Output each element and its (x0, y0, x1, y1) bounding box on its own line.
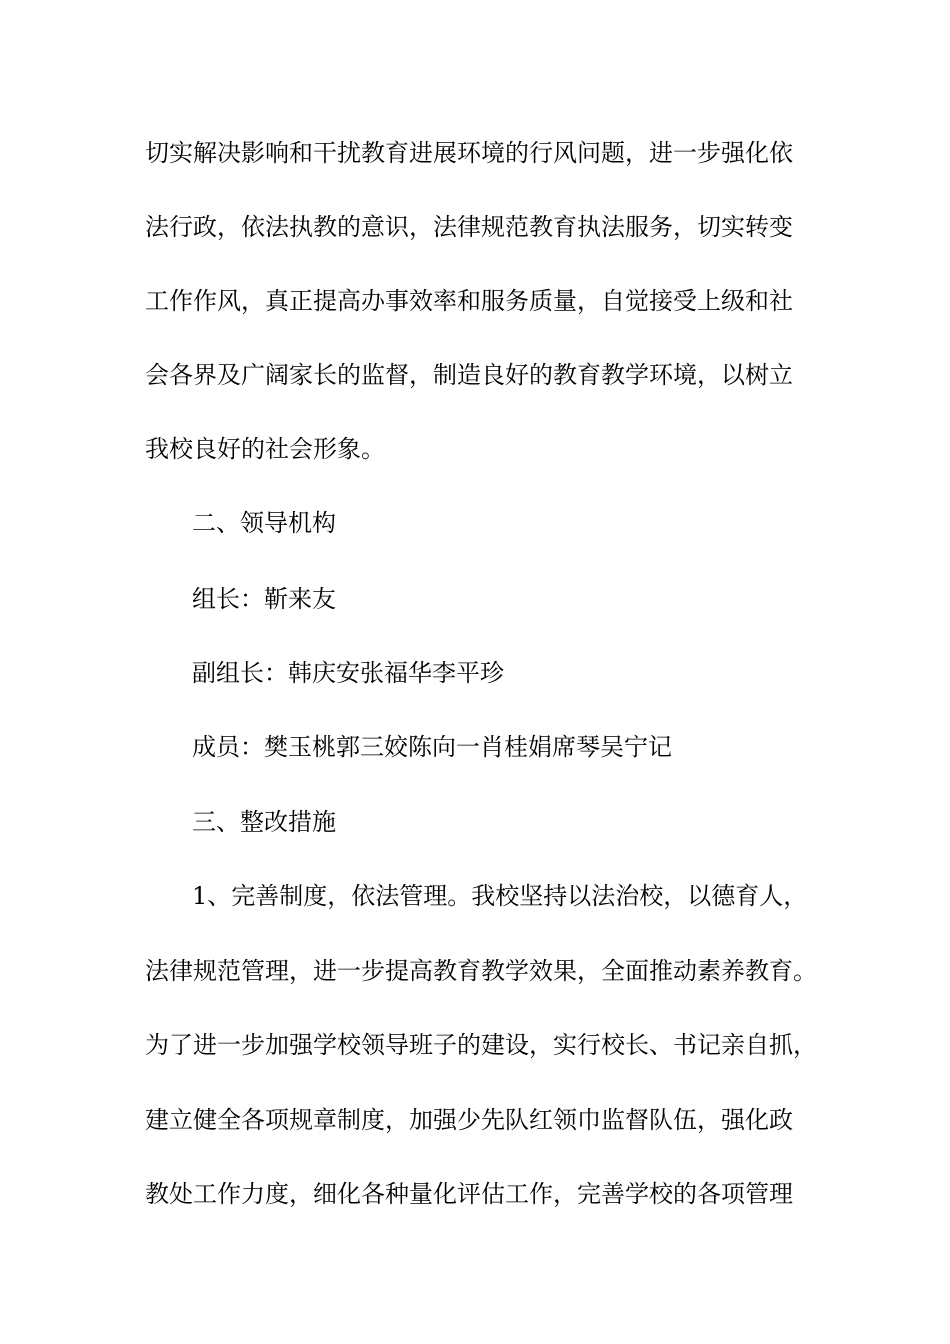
paragraph-line: 我校良好的社会形象。 (145, 435, 385, 463)
deputy-leader-line: 副组长：韩庆安张福华李平珍 (192, 659, 504, 687)
paragraph-line: 法律规范管理，进一步提高教育教学效果，全面推动素养教育。 (145, 957, 817, 985)
leader-line: 组长：靳来友 (192, 585, 336, 613)
paragraph-line: 建立健全各项规章制度，加强少先队红领巾监督队伍，强化政 (145, 1106, 793, 1134)
paragraph-line: 1、完善制度，依法管理。我校坚持以法治校，以德育人， (192, 882, 808, 910)
paragraph-line: 教处工作力度，细化各种量化评估工作，完善学校的各项管理 (145, 1180, 793, 1208)
section-heading: 二、领导机构 (192, 509, 336, 537)
paragraph-line: 法行政，依法执教的意识，法律规范教育执法服务，切实转变 (145, 213, 793, 241)
section-heading: 三、整改措施 (192, 808, 336, 836)
members-line: 成员：樊玉桃郭三姣陈向一肖桂娟席琴吴宁记 (192, 733, 672, 761)
paragraph-line: 切实解决影响和干扰教育进展环境的行风问题，进一步强化依 (145, 139, 793, 167)
paragraph-line: 工作作风，真正提高办事效率和服务质量，自觉接受上级和社 (145, 287, 793, 315)
paragraph-line: 会各界及广阔家长的监督，制造良好的教育教学环境，以树立 (145, 361, 793, 389)
paragraph-line: 为了进一步加强学校领导班子的建设，实行校长、书记亲自抓， (145, 1031, 817, 1059)
